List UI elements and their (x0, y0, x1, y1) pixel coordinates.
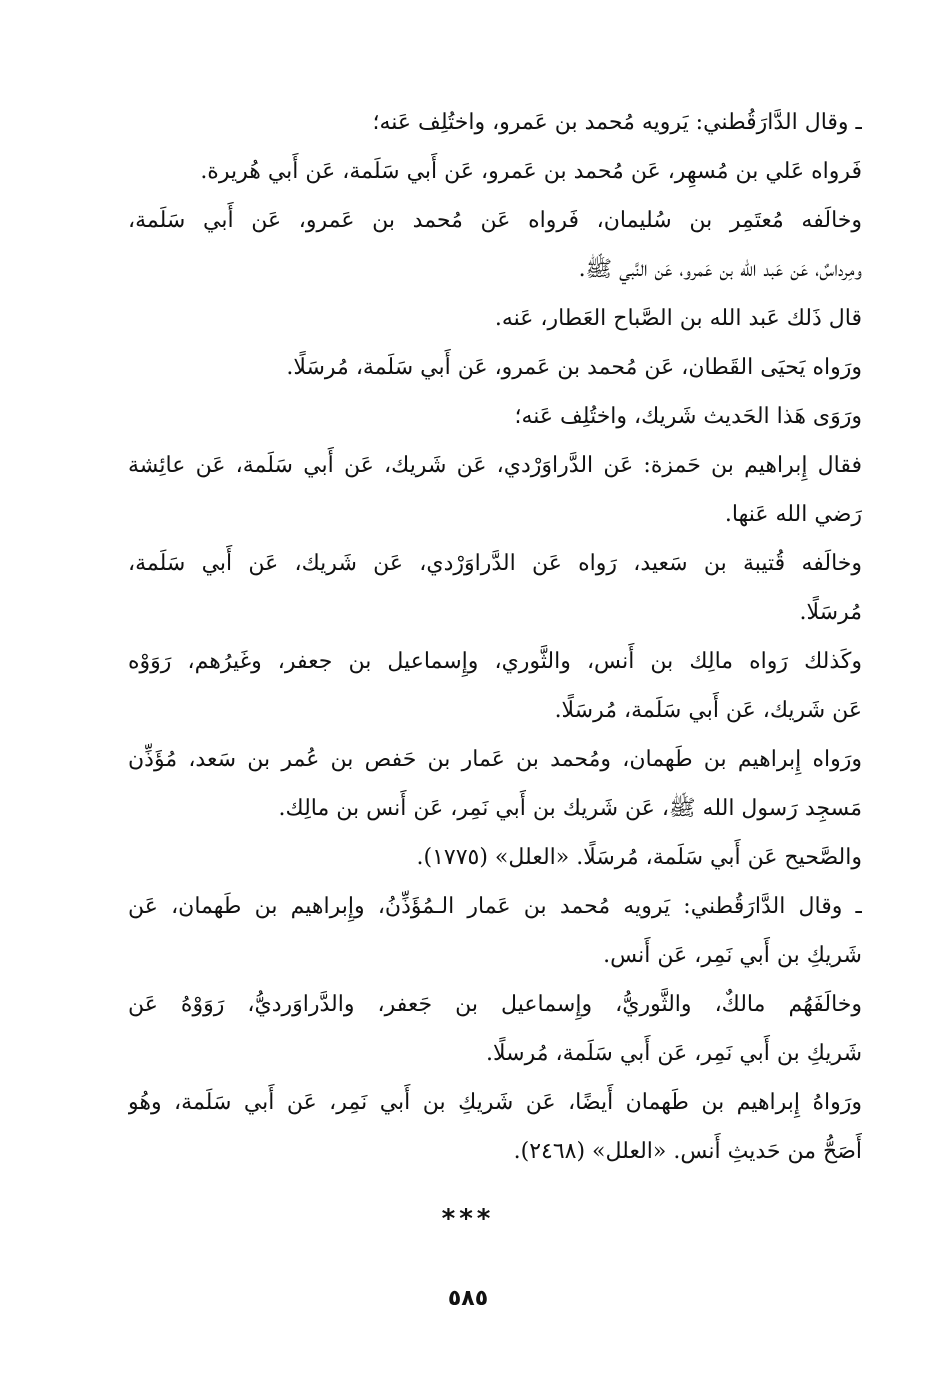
text-line: أَصَحُّ من حَديثِ أَنس. «العلل» (٢٤٦٨). (513, 1139, 862, 1164)
body-text (128, 98, 862, 1176)
text-line: ورَواهُ إِبراهيم بن طَهمان أَيضًا، عَن شَريكِ بن أَبي نَمِر، عَن أَبي سَلَمة، وهُو (128, 1090, 862, 1115)
text-line: ـ وقال الدَّارَقُطني: يَرويه مُحمد بن عَمرو، واختُلِف عَنه؛ (372, 110, 862, 135)
text-line: وخالَفَهُم مالكٌ، والثَّوريُّ، وإِسماعيل بن جَعفر، والدَّراوَرديُّ، رَوَوْهُ عَن (128, 992, 862, 1017)
text-line: مُرسَلًا. (799, 600, 862, 625)
text-line: وخالَفه قُتيبة بن سَعيد، رَواه عَن الدَّراوَرْدي، عَن شَريك، عَن أَبي سَلَمة، (128, 551, 862, 576)
text-line: فَرواه عَلي بن مُسهِر، عَن مُحمد بن عَمرو، عَن أَبي سَلَمة، عَن أَبي هُريرة. (200, 159, 862, 184)
text-line: مَسجِد رَسول الله ﷺ، عَن شَريك بن أَبي نَمِر، عَن أَنس بن مالِك. (278, 796, 862, 821)
text-line: ورَواه إِبراهيم بن طَهمان، ومُحمد بن عَمار بن حَفص بن عُمر بن سَعد، مُؤَذِّن (128, 747, 862, 772)
text-line: قال ذَلك عَبد الله بن الصَّباح العَطار، عَنه. (494, 306, 862, 331)
text-line: ورَواه يَحيَى القَطان، عَن مُحمد بن عَمرو، عَن أَبي سَلَمة، مُرسَلًا. (286, 355, 862, 380)
text-line: والصَّحيح عَن أَبي سَلَمة، مُرسَلًا. «العلل» (١٧٧٥). (416, 845, 862, 870)
page-number: ٥٨٥ (447, 1286, 489, 1311)
text-line: وخالَفه مُعتَمِر بن سُليمان، فَرواه عَن مُحمد بن عَمرو، عَن أَبي سَلَمة، (128, 208, 862, 233)
text-line: عَن شَريك، عَن أَبي سَلَمة، مُرسَلًا. (554, 698, 862, 723)
text-line: ـ وقال الدَّارَقُطني: يَرويه مُحمد بن عَمار الـمُؤَذِّنُ، وإِبراهيم بن طَهمان، عَن (128, 894, 862, 919)
text-line: ومِرداسٌ، عَن عَبد الله بن عَمرو، عَن النَّبي ﷺ. (578, 257, 862, 282)
text-line: رَضي الله عَنها. (724, 502, 862, 527)
text-line: فقال إِبراهيم بن حَمزة: عَن الدَّراوَرْدي، عَن شَريك، عَن أَبي سَلَمة، عَن عائِشة (128, 453, 862, 478)
text-line: ورَوَى هَذا الحَديث شَريك، واختُلِف عَنه؛ (514, 404, 862, 429)
text-line: شَريكِ بن أَبي نَمِر، عَن أَبي سَلَمة، مُرسلًا. (486, 1041, 862, 1066)
text-line: شَريكِ بن أَبي نَمِر، عَن أَنس. (603, 943, 862, 968)
section-separator: *** (441, 1204, 495, 1234)
text-line: وكَذلك رَواه مالِك بن أَنس، والثَّوري، وإِسماعيل بن جعفر، وغَيرُهم، رَوَوْه (128, 649, 862, 674)
